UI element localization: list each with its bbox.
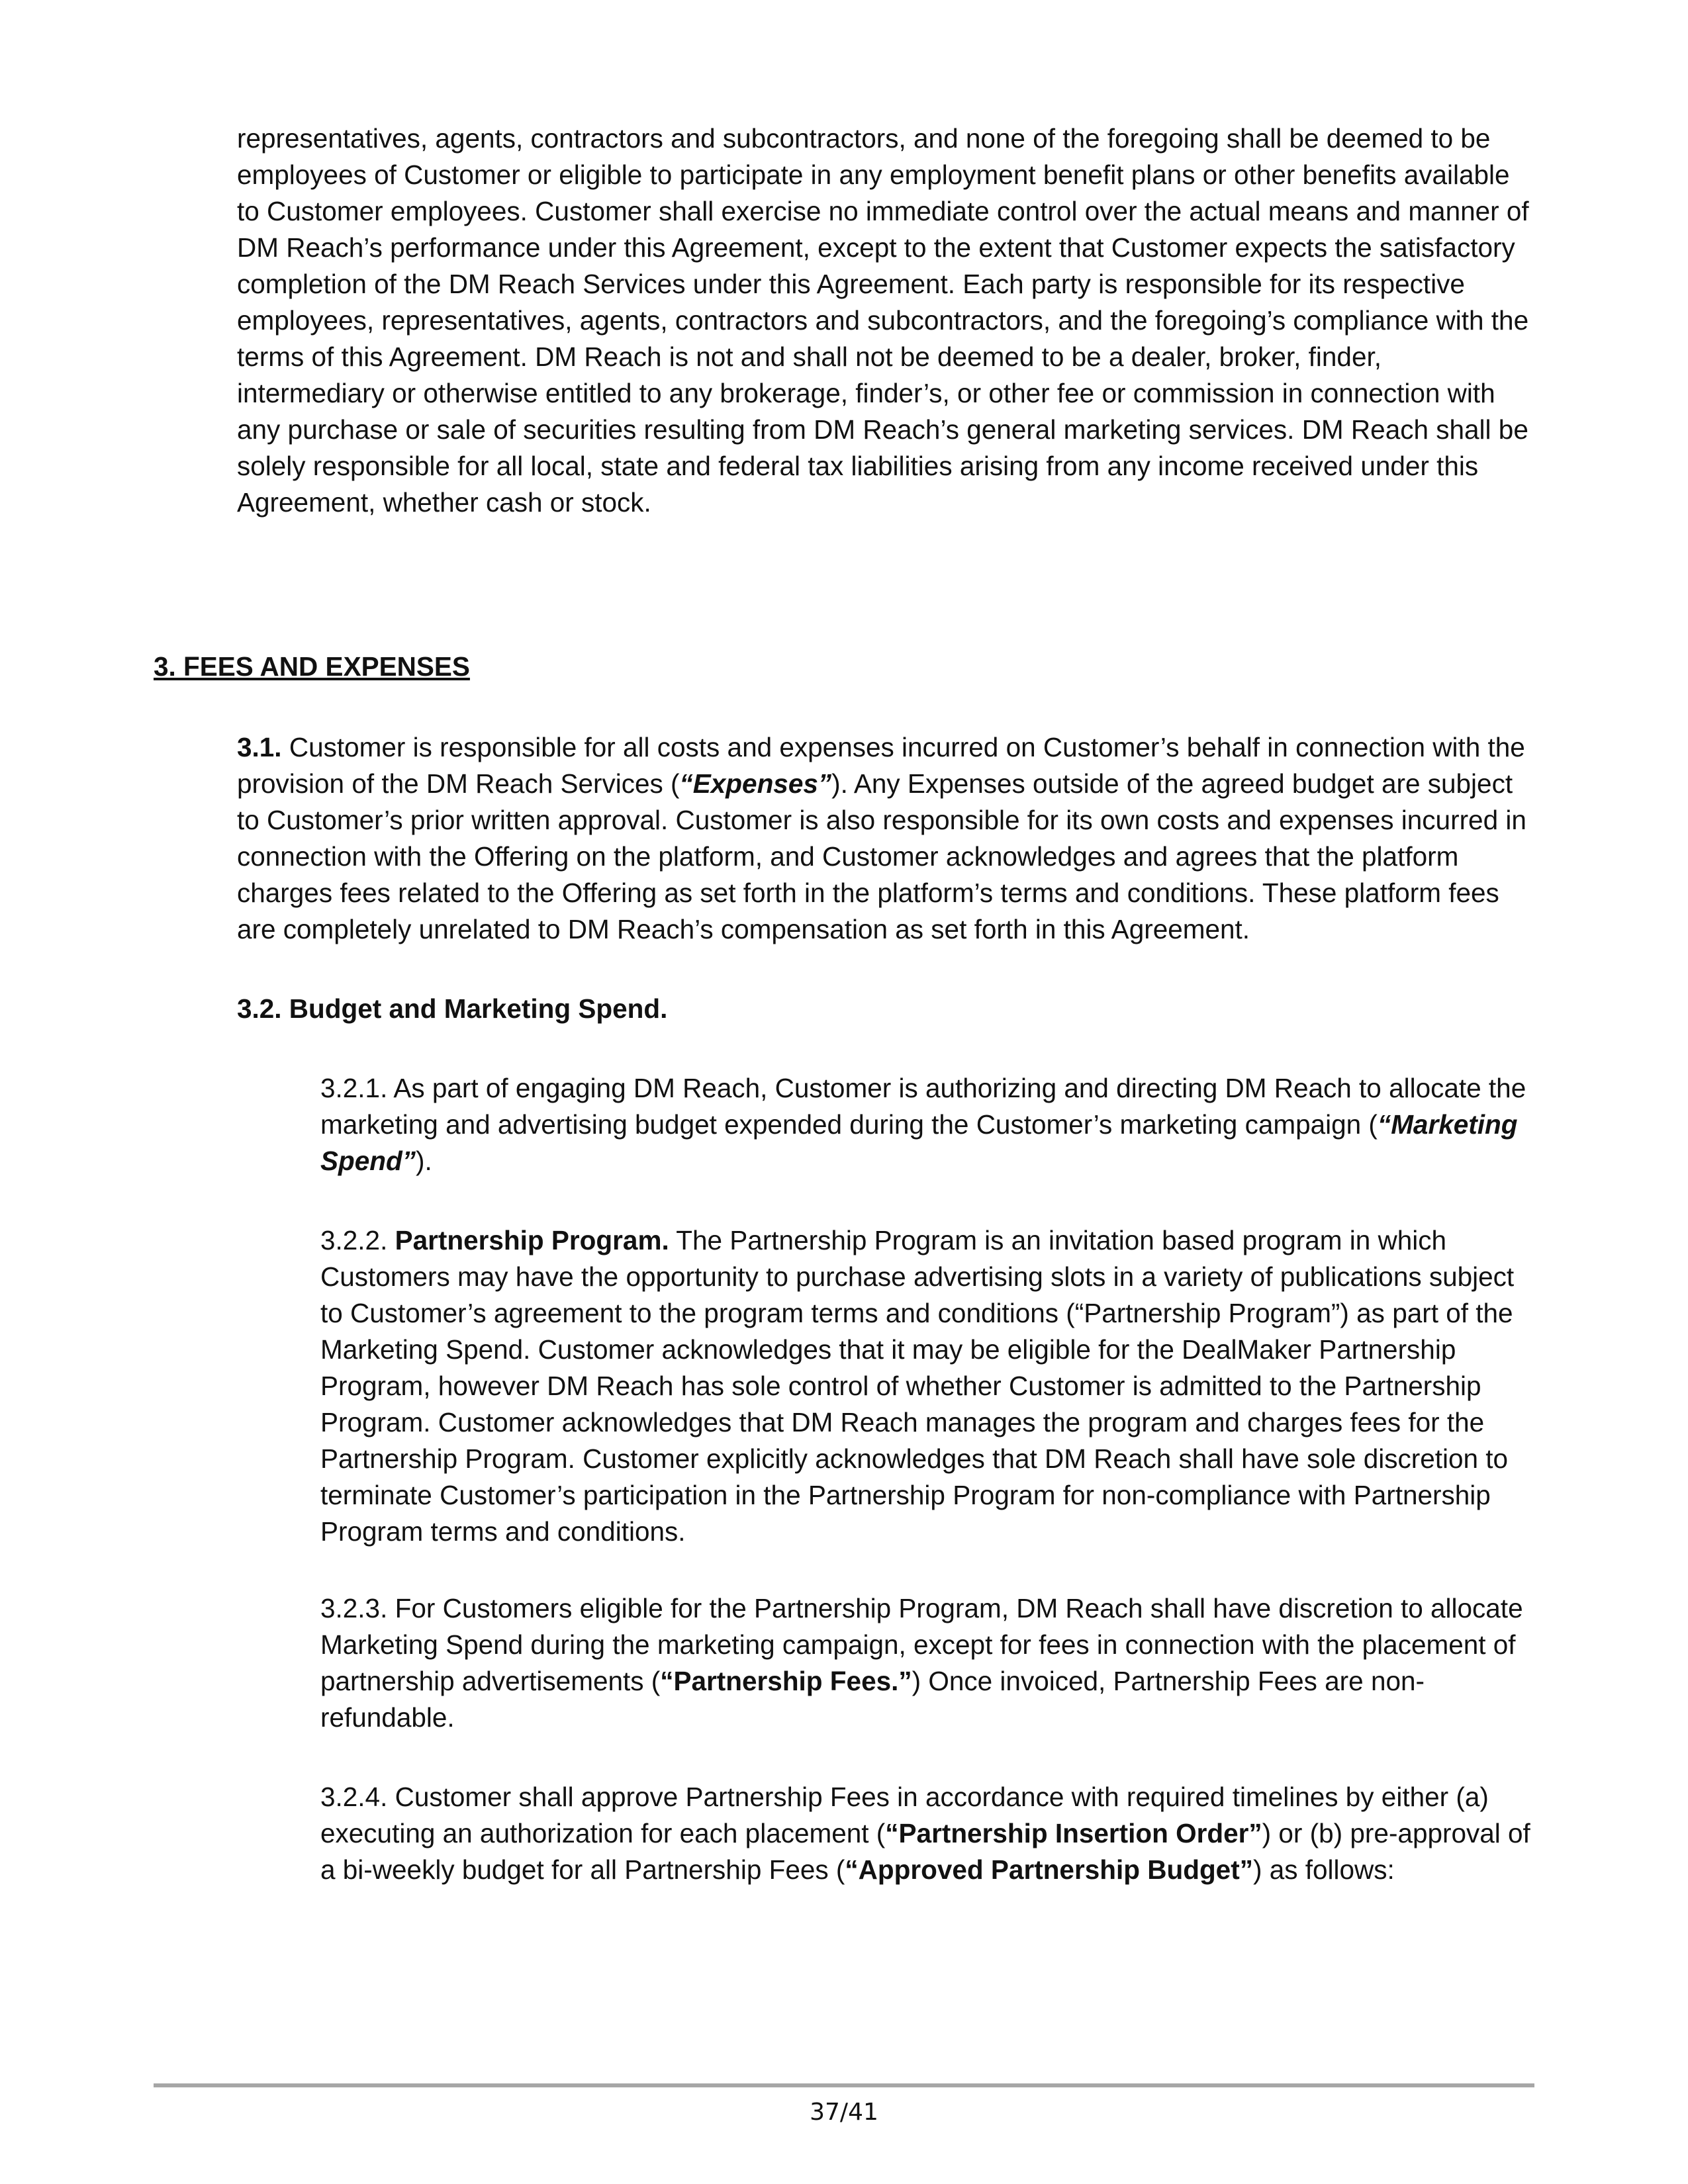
clause-3-2-2 <box>320 1222 1532 1550</box>
clause-3-2-4-text-before: 3.2.4. Customer shall approve Partnership Fees in accordance with required timelines by either (a) executing an authorization for each placement ( <box>320 1782 1489 1848</box>
clause-3-2-4 <box>320 1779 1532 1888</box>
clause-3-2-4-term-approved-budget: “Approved Partnership Budget” <box>845 1854 1253 1885</box>
clause-3-2-4-text-middle: ) or (b) pre-approval of a bi-weekly budget for all Partnership Fees ( <box>320 1818 1530 1885</box>
footer-divider <box>154 2083 1534 2087</box>
section-heading-fees-and-expenses: 3. FEES AND EXPENSES <box>154 651 470 682</box>
clause-3-2-4-term-insertion-order: “Partnership Insertion Order” <box>885 1818 1262 1848</box>
clause-3-2-2-title: Partnership Program. <box>395 1225 669 1255</box>
intro-paragraph <box>237 120 1534 521</box>
clause-3-1-defined-term: “Expenses” <box>679 768 832 799</box>
clause-3-2-4-text-after: ) as follows: <box>1252 1854 1395 1885</box>
clause-3-2-3-text-before: 3.2.3. For Customers eligible for the Partnership Program, DM Reach shall have discretion to allocate Marketing Spend during the marketing campaign, except for fees in connection with the placement of partnership advertisements ( <box>320 1593 1523 1696</box>
clause-3-2-2-number: 3.2.2. <box>320 1225 395 1255</box>
clause-3-1-text-before: Customer is responsible for all costs and expenses incurred on Customer’s behalf in connection with the provision of the DM Reach Services ( <box>237 732 1525 799</box>
intro-text: representatives, agents, contractors and subcontractors, and none of the foregoing shall be deemed to be employees of Customer or eligible to participate in any employment benefit plans or other benefits available to Customer employees. Customer shall exercise no immediate control over the actual means and manner of DM Reach’s performance under this Agreement, except to the extent that Customer expects the satisfactory completion of the DM Reach Services under this Agreement. Each party is responsible for its respective employees, representatives, agents, contractors and subcontractors, and the foregoing’s compliance with the terms of this Agreement. DM Reach is not and shall not be deemed to be a dealer, broker, finder, intermediary or otherwise entitled to any brokerage, finder’s, or other fee or commission in connection with any purchase or sale of securities resulting from DM Reach’s general marketing services. DM Reach shall be solely responsible for all local, state and federal tax liabilities arising from any income received under this Agreement, whether cash or stock. <box>237 123 1529 518</box>
clause-3-2-1-text-before: 3.2.1. As part of engaging DM Reach, Customer is authorizing and directing DM Reach to allocate the marketing and advertising budget expended during the Customer’s marketing campaign ( <box>320 1073 1526 1140</box>
clause-3-1-text-after: ). Any Expenses outside of the agreed budget are subject to Customer’s prior written approval. Customer is also responsible for its own costs and expenses incurred in connection with the Offering on the platform, and Customer acknowledges and agrees that the platform charges fees related to the Offering as set forth in the platform’s terms and conditions. These platform fees are completely unrelated to DM Reach’s compensation as set forth in this Agreement. <box>237 768 1526 944</box>
clause-3-1 <box>237 729 1534 948</box>
clause-3-2-3-defined-term: “Partnership Fees.” <box>660 1666 912 1696</box>
clause-3-2-1-defined-term: “Marketing Spend” <box>320 1109 1518 1176</box>
clause-3-2-heading: 3.2. Budget and Marketing Spend. <box>237 993 668 1024</box>
clause-3-2-3 <box>320 1590 1532 1736</box>
clause-3-2-1 <box>320 1070 1532 1179</box>
clause-3-2-3-text-after: ) Once invoiced, Partnership Fees are non-refundable. <box>320 1666 1425 1733</box>
page-number: 37/41 <box>810 2099 878 2126</box>
clause-3-2-1-text-after: ). <box>416 1146 432 1176</box>
clause-3-2-2-text: The Partnership Program is an invitation based program in which Customers may have the opportunity to purchase advertising slots in a variety of publications subject to Customer’s agreement to the program terms and conditions (“Partnership Program”) as part of the Marketing Spend. Customer acknowledges that it may be eligible for the DealMaker Partnership Program, however DM Reach has sole control of whether Customer is admitted to the Partnership Program. Customer acknowledges that DM Reach manages the program and charges fees for the Partnership Program. Customer explicitly acknowledges that DM Reach shall have sole discretion to terminate Customer’s participation in the Partnership Program for non-compliance with Partnership Program terms and conditions. <box>320 1225 1515 1547</box>
clause-3-1-number: 3.1. <box>237 732 282 762</box>
